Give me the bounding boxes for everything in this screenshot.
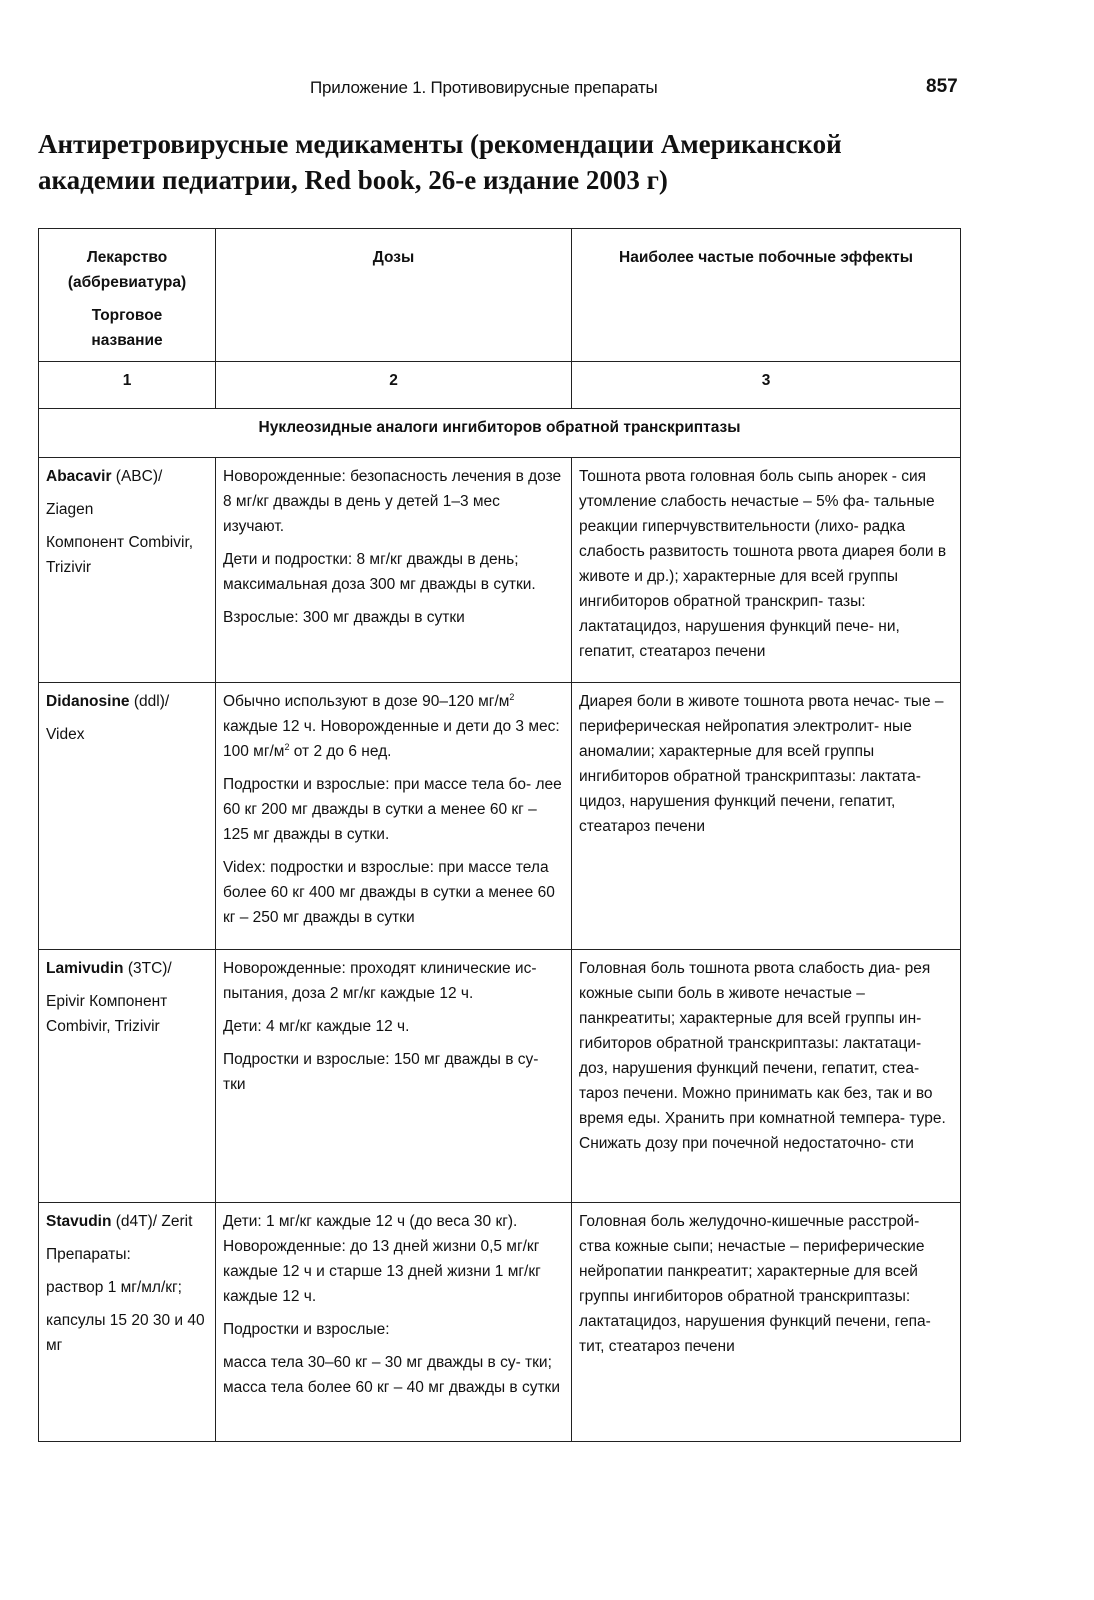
section-title: Нуклеозидные аналоги ингибиторов обратной транскриптазы: [39, 409, 961, 458]
section-row: [39, 409, 961, 458]
dose-fragment: каждые 12 ч. Новорожденные и дети до 3 мес: 100 мг/м: [223, 718, 560, 760]
drug-abbreviation: (3TC)/: [123, 960, 172, 977]
side-effects-cell: [572, 1203, 961, 1442]
drug-cell: [39, 950, 216, 1203]
column-number: 2: [216, 362, 572, 409]
superscript: 2: [509, 691, 515, 702]
column-header-doses: Дозы: [216, 229, 572, 362]
doses-cell: [216, 458, 572, 683]
superscript: 2: [284, 741, 290, 752]
side-effects-text: Тошнота рвота головная боль сыпь анорек - сия утомление слабость нечастые – 5% фа- тальные реакции гиперчувствительности (лихо- радка слабость развитость тошнота рвота диарея боли в животе и др.); характерные для всей группы ингибиторов обратной транскрип- тазы: лактатацидоз, нарушения функций пече- ни, гепатит, стеатароз печени: [579, 468, 947, 660]
dose-text: Подростки и взрослые:: [223, 1321, 390, 1338]
dose-text: Новорожденные: проходят клинические ис- пытания, доза 2 мг/кг каждые 12 ч.: [223, 960, 537, 1002]
dose-text: Новорожденные: безопасность лечения в дозе 8 мг/кг дважды в день у детей 1–3 мес изучают.: [223, 468, 562, 535]
column-number: 1: [39, 362, 216, 409]
dose-text: масса тела 30–60 кг – 30 мг дважды в су- тки; масса тела более 60 кг – 40 мг дважды в сутки: [223, 1354, 560, 1396]
antiretroviral-table: [38, 228, 961, 1442]
doses-cell: [216, 1203, 572, 1442]
drug-abbreviation: (d4T)/ Zerit: [111, 1213, 193, 1230]
column-header-drug: [39, 229, 216, 362]
table-row: [39, 1203, 961, 1442]
dose-text: Videx: подростки и взрослые: при массе тела более 60 кг 400 мг дважды в сутки а менее 60 кг – 250 мг дважды в сутки: [223, 859, 555, 926]
column-header-drug-line: Торговое: [91, 307, 163, 324]
drug-trade-name: капсулы 15 20 30 и 40 мг: [46, 1312, 205, 1354]
drug-abbreviation: (ABC)/: [111, 468, 163, 485]
dose-fragment: от 2 до 6 нед.: [289, 743, 392, 760]
dose-text: Дети: 1 мг/кг каждые 12 ч (до веса 30 кг). Новорожденные: до 13 дней жизни 0,5 мг/кг каждые 12 ч и старше 13 дней жизни 1 мг/кг каждые 12 ч.: [223, 1213, 541, 1305]
column-header-side-effects: Наиболее частые побочные эффекты: [572, 229, 961, 362]
dose-text: Дети и подростки: 8 мг/кг дважды в день; максимальная доза 300 мг дважды в сутки.: [223, 551, 536, 593]
column-header-drug-line: Лекарство: [86, 249, 168, 266]
running-head: Приложение 1. Противовирусные препараты: [310, 78, 658, 97]
drug-trade-name: Epivir Компонент Combivir, Trizivir: [46, 993, 168, 1035]
column-number-row: [39, 362, 961, 409]
table-row: [39, 950, 961, 1203]
page-number: 857: [926, 76, 958, 97]
drug-name: Abacavir: [46, 468, 112, 485]
drug-trade-name: Препараты:: [46, 1246, 131, 1263]
drug-abbreviation: (ddl)/: [129, 693, 170, 710]
dose-text: Взрослые: 300 мг дважды в сутки: [223, 609, 465, 626]
table-row: [39, 458, 961, 683]
doses-cell: [216, 950, 572, 1203]
drug-cell: [39, 458, 216, 683]
dose-text: Подростки и взрослые: 150 мг дважды в су- тки: [223, 1051, 539, 1093]
side-effects-cell: [572, 950, 961, 1203]
drug-trade-name: Ziagen: [46, 501, 94, 518]
side-effects-text: Диарея боли в животе тошнота рвота нечас- тые – периферическая нейропатия электролит- ные аномалии; характерные для всей группы ингибиторов обратной транскриптазы: лактата- цидоз, нарушения функций печени, гепатит, стеатароз печени: [579, 693, 944, 835]
column-header-drug-line: название: [91, 332, 163, 349]
dose-fragment: Обычно используют в дозе 90–120 мг/м: [223, 693, 510, 710]
dose-text: Дети: 4 мг/кг каждые 12 ч.: [223, 1018, 410, 1035]
doses-cell: [216, 683, 572, 950]
page-title: [38, 126, 998, 198]
dose-text: [223, 689, 564, 764]
table-row: [39, 683, 961, 950]
drug-trade-name: Videx: [46, 726, 85, 743]
page-title-line-2: академии педиатрии, Red book, 26-е издание 2003 г): [38, 165, 668, 195]
drug-cell: [39, 683, 216, 950]
dose-text: Подростки и взрослые: при массе тела бо- лее 60 кг 200 мг дважды в сутки а менее 60 кг – 125 мг дважды в сутки.: [223, 776, 562, 843]
side-effects-text: Головная боль тошнота рвота слабость диа- рея кожные сыпи боль в животе нечастые – панкреатиты; характерные для всей группы ин- гибиторов обратной транскриптазы: лактатаци- доз, нарушения функций печени, гепатит, стеа- тароз печени. Можно принимать как без, так и во время еды. Хранить при комнатной темпера- туре. Снижать дозу при почечной недостаточно- сти: [579, 960, 946, 1152]
column-header-drug-line: (аббревиатура): [67, 274, 187, 291]
drug-trade-name: раствор 1 мг/мл/кг;: [46, 1279, 182, 1296]
drug-cell: [39, 1203, 216, 1442]
side-effects-cell: [572, 458, 961, 683]
table-header-row: [39, 229, 961, 362]
drug-trade-name: Компонент Combivir, Trizivir: [46, 534, 194, 576]
page-title-line-1: Антиретровирусные медикаменты (рекомендации Американской: [38, 129, 842, 159]
column-number: 3: [572, 362, 961, 409]
side-effects-cell: [572, 683, 961, 950]
drug-name: Stavudin: [46, 1213, 112, 1230]
drug-name: Lamivudin: [46, 960, 124, 977]
side-effects-text: Головная боль желудочно-кишечные расстрой- ства кожные сыпи; нечастые – периферические нейропатии панкреатит; характерные для всей группы ингибиторов обратной транскриптазы: лактатацидоз, нарушения функций печени, гепа- тит, стеатароз печени: [579, 1213, 931, 1355]
drug-name: Didanosine: [46, 693, 130, 710]
